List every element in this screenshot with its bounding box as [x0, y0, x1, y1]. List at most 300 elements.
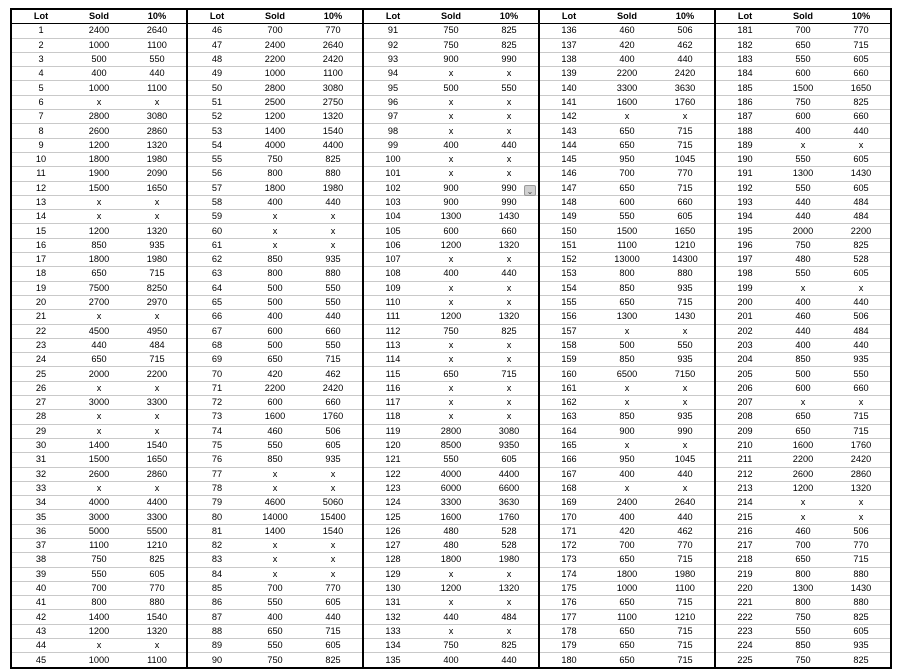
lot-cell[interactable]: 45	[12, 653, 70, 667]
lot-cell[interactable]: 169	[540, 496, 598, 510]
sold-cell[interactable]: 4600	[246, 496, 304, 510]
ten-percent-cell[interactable]: 3630	[656, 81, 714, 95]
ten-percent-cell[interactable]: 660	[656, 195, 714, 209]
lot-cell[interactable]: 224	[716, 639, 774, 653]
ten-percent-cell[interactable]: x	[128, 95, 186, 109]
sold-cell[interactable]: 1200	[70, 224, 128, 238]
ten-percent-cell[interactable]: 770	[832, 538, 890, 552]
sold-cell[interactable]: 650	[70, 267, 128, 281]
sold-cell[interactable]: 550	[70, 567, 128, 581]
ten-percent-cell[interactable]: 462	[656, 38, 714, 52]
lot-cell[interactable]: 122	[364, 467, 422, 481]
ten-percent-cell[interactable]: 2640	[656, 496, 714, 510]
ten-percent-cell[interactable]: 528	[480, 538, 538, 552]
ten-percent-cell[interactable]: 660	[832, 110, 890, 124]
ten-percent-cell[interactable]: 660	[304, 324, 362, 338]
sold-cell[interactable]: 3000	[70, 510, 128, 524]
ten-percent-cell[interactable]: x	[480, 396, 538, 410]
sold-cell[interactable]: x	[246, 553, 304, 567]
lot-cell[interactable]: 108	[364, 267, 422, 281]
ten-percent-cell[interactable]: 715	[656, 639, 714, 653]
lot-cell[interactable]: 199	[716, 281, 774, 295]
sold-cell[interactable]: 600	[246, 396, 304, 410]
sold-cell[interactable]: 1300	[598, 310, 656, 324]
lot-cell[interactable]: 15	[12, 224, 70, 238]
ten-percent-cell[interactable]: 715	[656, 295, 714, 309]
ten-percent-cell[interactable]: 605	[832, 267, 890, 281]
ten-percent-cell[interactable]: 1650	[832, 81, 890, 95]
sold-cell[interactable]: 1300	[774, 581, 832, 595]
ten-percent-cell[interactable]: 1100	[128, 653, 186, 667]
lot-cell[interactable]: 107	[364, 253, 422, 267]
sold-cell[interactable]: x	[422, 295, 480, 309]
lot-cell[interactable]: 130	[364, 581, 422, 595]
lot-cell[interactable]: 153	[540, 267, 598, 281]
ten-percent-cell[interactable]: 5060	[304, 496, 362, 510]
ten-percent-cell[interactable]: 550	[304, 338, 362, 352]
ten-percent-cell[interactable]: 825	[304, 152, 362, 166]
sold-cell[interactable]: 650	[774, 38, 832, 52]
ten-percent-cell[interactable]: 880	[304, 267, 362, 281]
lot-cell[interactable]: 208	[716, 410, 774, 424]
ten-percent-cell[interactable]: 440	[656, 510, 714, 524]
sold-cell[interactable]: 420	[246, 367, 304, 381]
ten-percent-cell[interactable]: x	[480, 381, 538, 395]
lot-cell[interactable]: 36	[12, 524, 70, 538]
lot-cell[interactable]: 42	[12, 610, 70, 624]
ten-percent-cell[interactable]: 715	[656, 596, 714, 610]
ten-percent-cell[interactable]: 605	[480, 453, 538, 467]
lot-cell[interactable]: 165	[540, 438, 598, 452]
sold-cell[interactable]: 550	[774, 52, 832, 66]
lot-cell[interactable]: 98	[364, 124, 422, 138]
sold-cell[interactable]: x	[774, 496, 832, 510]
lot-cell[interactable]: 19	[12, 281, 70, 295]
ten-percent-cell[interactable]: 1760	[832, 438, 890, 452]
ten-percent-cell[interactable]: 935	[656, 281, 714, 295]
ten-percent-cell[interactable]: x	[128, 481, 186, 495]
lot-cell[interactable]: 70	[188, 367, 246, 381]
sold-cell[interactable]: 650	[774, 410, 832, 424]
sold-cell[interactable]: 1200	[70, 138, 128, 152]
ten-percent-cell[interactable]: x	[480, 596, 538, 610]
lot-cell[interactable]: 64	[188, 281, 246, 295]
sold-cell[interactable]: 1400	[70, 610, 128, 624]
lot-cell[interactable]: 37	[12, 538, 70, 552]
lot-cell[interactable]: 138	[540, 52, 598, 66]
ten-percent-cell[interactable]: 1045	[656, 453, 714, 467]
sold-cell[interactable]: x	[246, 224, 304, 238]
lot-cell[interactable]: 178	[540, 624, 598, 638]
ten-percent-cell[interactable]: 935	[304, 453, 362, 467]
lot-cell[interactable]: 95	[364, 81, 422, 95]
sold-cell[interactable]: 550	[774, 624, 832, 638]
sold-cell[interactable]: 4500	[70, 324, 128, 338]
lot-cell[interactable]: 189	[716, 138, 774, 152]
ten-percent-cell[interactable]: x	[832, 138, 890, 152]
sold-cell[interactable]: 700	[774, 538, 832, 552]
sold-cell[interactable]: 550	[774, 181, 832, 195]
ten-percent-cell[interactable]: 825	[832, 95, 890, 109]
lot-cell[interactable]: 76	[188, 453, 246, 467]
sold-cell[interactable]: 600	[774, 110, 832, 124]
ten-percent-cell[interactable]: 605	[304, 438, 362, 452]
ten-percent-cell[interactable]: 715	[832, 424, 890, 438]
lot-cell[interactable]: 22	[12, 324, 70, 338]
ten-percent-cell[interactable]: 506	[304, 424, 362, 438]
ten-percent-cell[interactable]: 1540	[128, 438, 186, 452]
sold-cell[interactable]: 700	[267, 25, 283, 36]
lot-cell[interactable]: 75	[188, 438, 246, 452]
sold-cell[interactable]: 1000	[598, 581, 656, 595]
sold-cell[interactable]: 650	[246, 624, 304, 638]
lot-cell[interactable]: 145	[540, 152, 598, 166]
lot-cell[interactable]: 29	[12, 424, 70, 438]
sold-cell[interactable]: 850	[70, 238, 128, 252]
sold-cell[interactable]: 750	[246, 152, 304, 166]
sold-cell[interactable]: 650	[598, 124, 656, 138]
lot-cell[interactable]: 204	[716, 353, 774, 367]
lot-cell[interactable]: 39	[12, 567, 70, 581]
ten-percent-cell[interactable]: 825	[128, 553, 186, 567]
lot-cell[interactable]: 193	[716, 195, 774, 209]
ten-percent-cell[interactable]: 825	[832, 238, 890, 252]
ten-percent-cell[interactable]: 2970	[128, 295, 186, 309]
ten-percent-cell[interactable]: x	[480, 410, 538, 424]
ten-percent-cell[interactable]: x	[656, 481, 714, 495]
ten-percent-cell[interactable]: 605	[656, 210, 714, 224]
ten-percent-cell[interactable]: x	[832, 496, 890, 510]
lot-cell[interactable]: 114	[364, 353, 422, 367]
ten-percent-cell[interactable]: x	[832, 396, 890, 410]
sold-cell[interactable]: x	[422, 338, 480, 352]
ten-percent-cell[interactable]: 715	[304, 624, 362, 638]
sold-cell[interactable]: 600	[422, 224, 480, 238]
sold-cell[interactable]: 2000	[70, 367, 128, 381]
sold-cell[interactable]: x	[70, 95, 128, 109]
lot-cell[interactable]: 27	[12, 396, 70, 410]
lot-cell[interactable]: 181	[737, 25, 753, 36]
lot-cell[interactable]: 51	[188, 95, 246, 109]
sold-cell[interactable]: 8500	[422, 438, 480, 452]
lot-cell[interactable]: 49	[188, 67, 246, 81]
ten-percent-cell[interactable]: 440	[832, 124, 890, 138]
sold-cell[interactable]: 1500	[70, 181, 128, 195]
ten-percent-cell[interactable]: 715	[656, 181, 714, 195]
sold-cell[interactable]: 5000	[70, 524, 128, 538]
ten-percent-cell[interactable]: 1980	[656, 567, 714, 581]
sold-cell[interactable]: 2600	[70, 467, 128, 481]
ten-percent-cell[interactable]: 528	[832, 253, 890, 267]
ten-percent-cell[interactable]: 440	[304, 195, 362, 209]
sold-cell[interactable]: 1800	[598, 567, 656, 581]
sold-cell[interactable]: 2200	[598, 67, 656, 81]
lot-cell[interactable]: 78	[188, 481, 246, 495]
sold-cell[interactable]: 750	[774, 238, 832, 252]
ten-percent-cell[interactable]: 506	[832, 310, 890, 324]
sold-cell[interactable]: 4000	[422, 467, 480, 481]
lot-cell[interactable]: 110	[364, 295, 422, 309]
sold-cell[interactable]: 1200	[70, 624, 128, 638]
lot-cell[interactable]: 101	[364, 167, 422, 181]
ten-percent-cell[interactable]: 3300	[128, 510, 186, 524]
ten-percent-cell[interactable]: x	[480, 567, 538, 581]
ten-percent-cell[interactable]: 825	[501, 25, 517, 36]
ten-percent-cell[interactable]: x	[304, 224, 362, 238]
lot-cell[interactable]: 14	[12, 210, 70, 224]
sold-cell[interactable]: 1100	[598, 610, 656, 624]
ten-percent-cell[interactable]: 3080	[480, 424, 538, 438]
sold-cell[interactable]: 1000	[70, 38, 128, 52]
sold-cell[interactable]: 2700	[70, 295, 128, 309]
ten-percent-cell[interactable]: 15400	[304, 510, 362, 524]
lot-cell[interactable]: 93	[364, 52, 422, 66]
sold-cell[interactable]: 800	[70, 596, 128, 610]
sold-cell[interactable]: 500	[246, 295, 304, 309]
ten-percent-cell[interactable]: 1980	[128, 253, 186, 267]
ten-percent-cell[interactable]: 880	[832, 567, 890, 581]
sold-cell[interactable]: 750	[422, 38, 480, 52]
lot-cell[interactable]: 109	[364, 281, 422, 295]
lot-cell[interactable]: 221	[716, 596, 774, 610]
ten-percent-cell[interactable]: 1540	[304, 124, 362, 138]
sold-cell[interactable]: 700	[598, 538, 656, 552]
lot-cell[interactable]: 86	[188, 596, 246, 610]
ten-percent-cell[interactable]: x	[480, 152, 538, 166]
lot-cell[interactable]: 69	[188, 353, 246, 367]
sold-cell[interactable]: 400	[598, 467, 656, 481]
sold-cell[interactable]: 650	[598, 138, 656, 152]
lot-cell[interactable]: 3	[12, 52, 70, 66]
lot-cell[interactable]: 13	[12, 195, 70, 209]
lot-cell[interactable]: 118	[364, 410, 422, 424]
ten-percent-cell[interactable]: 1100	[656, 581, 714, 595]
lot-cell[interactable]: 187	[716, 110, 774, 124]
lot-cell[interactable]: 180	[540, 653, 598, 667]
lot-cell[interactable]: 171	[540, 524, 598, 538]
sold-cell[interactable]: x	[70, 310, 128, 324]
ten-percent-cell[interactable]: x	[480, 338, 538, 352]
ten-percent-cell[interactable]: 825	[480, 38, 538, 52]
ten-percent-cell[interactable]: x	[832, 281, 890, 295]
lot-cell[interactable]: 12	[12, 181, 70, 195]
lot-cell[interactable]: 121	[364, 453, 422, 467]
sold-cell[interactable]: x	[70, 210, 128, 224]
ten-percent-cell[interactable]: 1045	[656, 152, 714, 166]
sold-cell[interactable]: x	[422, 381, 480, 395]
sold-cell[interactable]: 1400	[70, 438, 128, 452]
ten-percent-cell[interactable]: 3080	[128, 110, 186, 124]
lot-cell[interactable]: 205	[716, 367, 774, 381]
ten-percent-cell[interactable]: 506	[832, 524, 890, 538]
lot-cell[interactable]: 133	[364, 624, 422, 638]
ten-percent-cell[interactable]: 1650	[656, 224, 714, 238]
lot-cell[interactable]: 175	[540, 581, 598, 595]
lot-cell[interactable]: 87	[188, 610, 246, 624]
sold-cell[interactable]: 800	[598, 267, 656, 281]
lot-cell[interactable]: 106	[364, 238, 422, 252]
ten-percent-cell[interactable]: 715	[656, 553, 714, 567]
lot-cell[interactable]: 26	[12, 381, 70, 395]
lot-cell[interactable]: 183	[716, 52, 774, 66]
sold-cell[interactable]: x	[598, 481, 656, 495]
ten-percent-cell[interactable]: x	[656, 110, 714, 124]
ten-percent-cell[interactable]: 1320	[128, 224, 186, 238]
sold-cell[interactable]: x	[70, 195, 128, 209]
sold-cell[interactable]: 1600	[422, 510, 480, 524]
ten-percent-cell[interactable]: x	[480, 110, 538, 124]
sold-cell[interactable]: 900	[598, 424, 656, 438]
sold-cell[interactable]: 750	[443, 25, 459, 36]
ten-percent-cell[interactable]: 990	[656, 424, 714, 438]
sold-cell[interactable]: 600	[246, 324, 304, 338]
lot-cell[interactable]: 55	[188, 152, 246, 166]
sold-cell[interactable]: 850	[598, 281, 656, 295]
ten-percent-cell[interactable]: x	[656, 324, 714, 338]
lot-cell[interactable]: 141	[540, 95, 598, 109]
lot-cell[interactable]: 28	[12, 410, 70, 424]
sold-cell[interactable]: x	[246, 210, 304, 224]
sold-cell[interactable]: 750	[774, 95, 832, 109]
ten-percent-cell[interactable]: 770	[656, 167, 714, 181]
lot-cell[interactable]: 164	[540, 424, 598, 438]
sold-cell[interactable]: x	[598, 110, 656, 124]
ten-percent-cell[interactable]: 484	[480, 610, 538, 624]
sold-cell[interactable]: 850	[246, 253, 304, 267]
sold-cell[interactable]: 800	[774, 596, 832, 610]
lot-cell[interactable]: 103	[364, 195, 422, 209]
sold-cell[interactable]: 2600	[70, 124, 128, 138]
sold-cell[interactable]: 1500	[70, 453, 128, 467]
sold-cell[interactable]: 750	[70, 553, 128, 567]
lot-cell[interactable]: 177	[540, 610, 598, 624]
ten-percent-cell[interactable]: 1980	[128, 152, 186, 166]
lot-cell[interactable]: 10	[12, 152, 70, 166]
sold-cell[interactable]: 440	[422, 610, 480, 624]
ten-percent-cell[interactable]: x	[480, 281, 538, 295]
ten-percent-cell[interactable]: 550	[304, 281, 362, 295]
sold-cell[interactable]: 3300	[598, 81, 656, 95]
sold-cell[interactable]: 550	[422, 453, 480, 467]
ten-percent-cell[interactable]: 550	[480, 81, 538, 95]
sold-cell[interactable]: 480	[422, 524, 480, 538]
ten-percent-cell[interactable]: 1210	[656, 610, 714, 624]
lot-cell[interactable]: 191	[716, 167, 774, 181]
lot-cell[interactable]: 99	[364, 138, 422, 152]
sold-cell[interactable]: 650	[422, 367, 480, 381]
sold-cell[interactable]: 400	[598, 52, 656, 66]
sold-cell[interactable]: 650	[774, 424, 832, 438]
ten-percent-cell[interactable]: 528	[480, 524, 538, 538]
ten-percent-cell[interactable]: 14300	[656, 253, 714, 267]
ten-percent-cell[interactable]: 605	[128, 567, 186, 581]
ten-percent-cell[interactable]: 2640	[146, 25, 168, 36]
sold-cell[interactable]: 400	[422, 138, 480, 152]
sold-cell[interactable]: 550	[246, 639, 304, 653]
ten-percent-cell[interactable]: 440	[832, 295, 890, 309]
sold-cell[interactable]: x	[70, 481, 128, 495]
ten-percent-cell[interactable]: 2090	[128, 167, 186, 181]
ten-percent-cell[interactable]: 990	[480, 195, 538, 209]
sold-cell[interactable]: x	[422, 624, 480, 638]
sold-cell[interactable]: 950	[598, 152, 656, 166]
ten-percent-cell[interactable]: 1320	[480, 581, 538, 595]
ten-percent-cell[interactable]: 4950	[128, 324, 186, 338]
sold-cell[interactable]: 1300	[774, 167, 832, 181]
lot-cell[interactable]: 38	[12, 553, 70, 567]
lot-cell[interactable]: 198	[716, 267, 774, 281]
ten-percent-cell[interactable]: 1100	[128, 38, 186, 52]
lot-cell[interactable]: 20	[12, 295, 70, 309]
lot-cell[interactable]: 54	[188, 138, 246, 152]
sold-cell[interactable]: 14000	[246, 510, 304, 524]
ten-percent-cell[interactable]: 2860	[128, 124, 186, 138]
lot-cell[interactable]: 218	[716, 553, 774, 567]
sold-cell[interactable]: x	[246, 567, 304, 581]
ten-percent-cell[interactable]: 2420	[304, 52, 362, 66]
sold-cell[interactable]: 2400	[88, 25, 110, 36]
sold-cell[interactable]: x	[422, 410, 480, 424]
sold-cell[interactable]: 1500	[598, 224, 656, 238]
sold-cell[interactable]: 550	[774, 152, 832, 166]
lot-cell[interactable]: 190	[716, 152, 774, 166]
sold-cell[interactable]: 500	[774, 367, 832, 381]
lot-cell[interactable]: 129	[364, 567, 422, 581]
lot-cell[interactable]: 65	[188, 295, 246, 309]
lot-cell[interactable]: 2	[12, 38, 70, 52]
ten-percent-cell[interactable]: 1430	[832, 581, 890, 595]
lot-cell[interactable]: 142	[540, 110, 598, 124]
ten-percent-cell[interactable]: 715	[656, 124, 714, 138]
sold-cell[interactable]: 550	[774, 267, 832, 281]
ten-percent-cell[interactable]: x	[128, 410, 186, 424]
lot-cell[interactable]: 123	[364, 481, 422, 495]
ten-percent-cell[interactable]: 2200	[128, 367, 186, 381]
lot-cell[interactable]: 203	[716, 338, 774, 352]
sold-cell[interactable]: 480	[774, 253, 832, 267]
ten-percent-cell[interactable]: 462	[304, 367, 362, 381]
ten-percent-cell[interactable]: 715	[656, 624, 714, 638]
lot-cell[interactable]: 222	[716, 610, 774, 624]
ten-percent-cell[interactable]: 715	[480, 367, 538, 381]
sold-cell[interactable]: 900	[422, 181, 480, 195]
sold-cell[interactable]: 440	[70, 338, 128, 352]
ten-percent-cell[interactable]: 440	[304, 610, 362, 624]
ten-percent-cell[interactable]: 3080	[304, 81, 362, 95]
lot-cell[interactable]: 209	[716, 424, 774, 438]
ten-percent-cell[interactable]: x	[656, 381, 714, 395]
sold-cell[interactable]: 600	[598, 195, 656, 209]
sold-cell[interactable]: 1600	[598, 95, 656, 109]
sold-cell[interactable]: 650	[598, 553, 656, 567]
sold-cell[interactable]: 900	[422, 52, 480, 66]
ten-percent-cell[interactable]: 440	[480, 267, 538, 281]
lot-cell[interactable]: 47	[188, 38, 246, 52]
sold-cell[interactable]: 1100	[598, 238, 656, 252]
lot-cell[interactable]: 216	[716, 524, 774, 538]
lot-cell[interactable]: 126	[364, 524, 422, 538]
lot-cell[interactable]: 111	[364, 310, 422, 324]
sold-cell[interactable]: 850	[774, 353, 832, 367]
lot-cell[interactable]: 201	[716, 310, 774, 324]
ten-percent-cell[interactable]: 990	[480, 181, 538, 195]
sold-cell[interactable]: 750	[422, 324, 480, 338]
sold-cell[interactable]: 7500	[70, 281, 128, 295]
lot-cell[interactable]: 41	[12, 596, 70, 610]
ten-percent-cell[interactable]: 2860	[832, 467, 890, 481]
lot-cell[interactable]: 134	[364, 639, 422, 653]
ten-percent-cell[interactable]: 2750	[304, 95, 362, 109]
